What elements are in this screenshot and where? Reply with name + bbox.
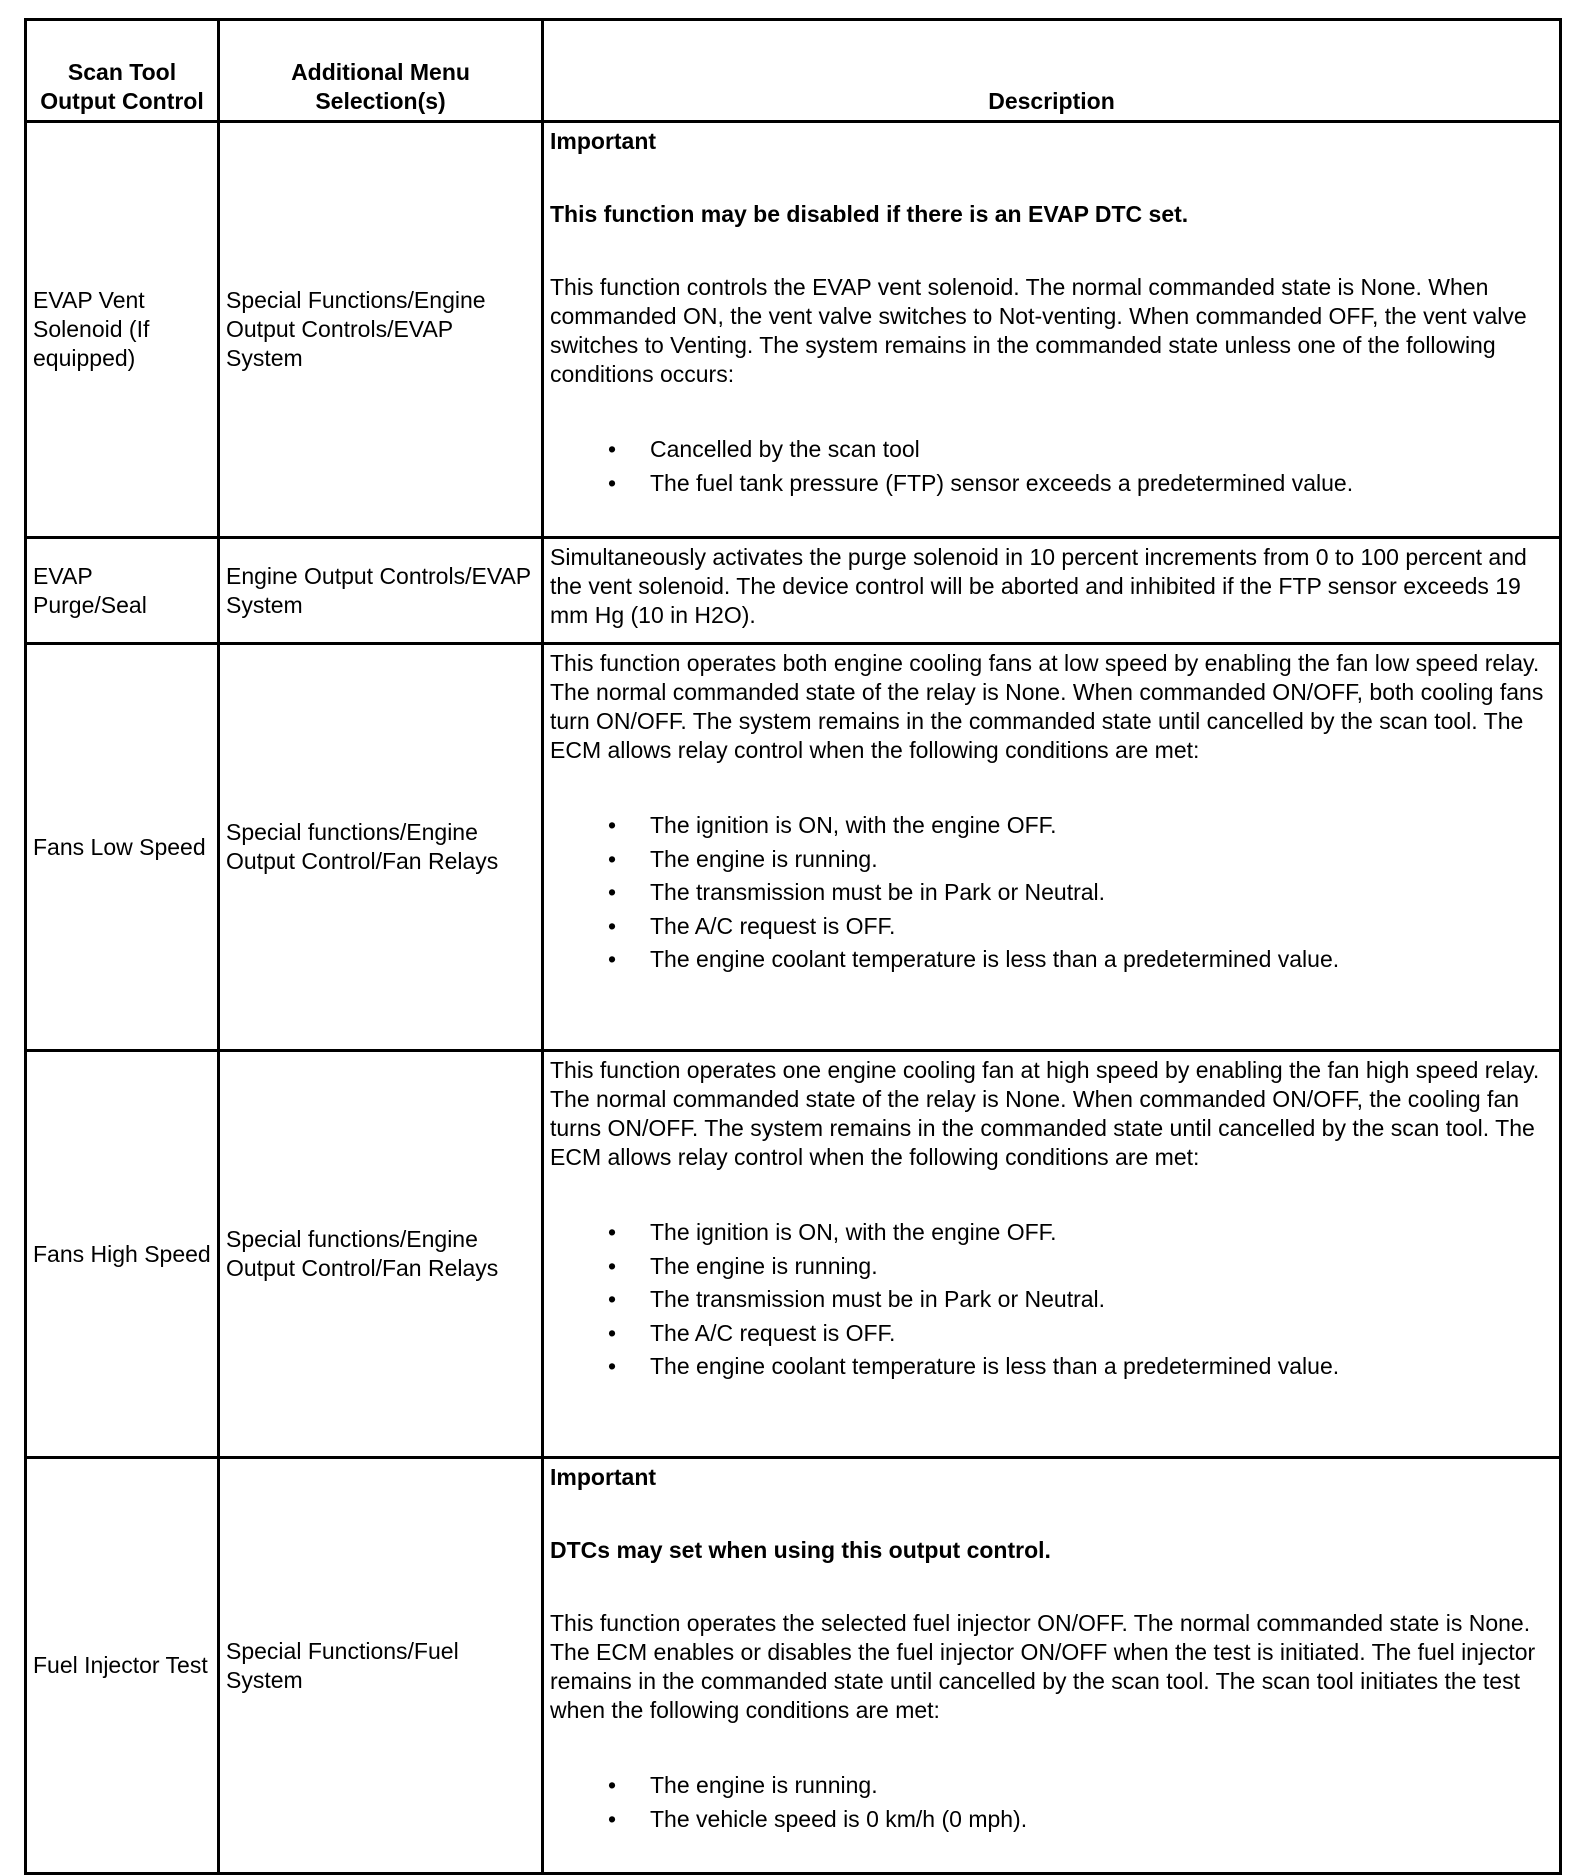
bullet-icon: • (608, 845, 617, 872)
menu-selection: Special Functions/Engine Output Controls/EVAP System (219, 122, 543, 538)
bullet-icon: • (608, 879, 617, 905)
menu-selection: Special Functions/Fuel System (219, 1458, 543, 1874)
condition-list (550, 1769, 1553, 1836)
description-cell (543, 122, 1561, 538)
list-item: • The engine coolant temperature is less than a predetermined value. (550, 1350, 1553, 1384)
description-text: This function controls the EVAP vent solenoid. The normal commanded state is None. When commanded ON, the vent valve switches to Not-venting. When commanded OFF, the vent valve switches to Venting. The system remains in the commanded state unless one of the following conditions occurs: (550, 274, 1527, 387)
list-item: • The A/C request is OFF. (550, 910, 1553, 944)
output-control-name: EVAP Vent Solenoid (If equipped) (26, 122, 219, 538)
bullet-icon: • (608, 1353, 617, 1379)
important-note: This function may be disabled if there is an EVAP DTC set. (550, 201, 1189, 227)
list-item: • Cancelled by the scan tool (550, 433, 1553, 467)
menu-selection: Engine Output Controls/EVAP System (219, 538, 543, 644)
header-scan-tool-output-control: Scan Tool Output Control (26, 20, 219, 122)
list-item: • The transmission must be in Park or Neutral. (550, 876, 1553, 910)
list-item: • The transmission must be in Park or Neutral. (550, 1283, 1553, 1317)
bullet-icon: • (608, 1219, 617, 1245)
header-additional-menu-selections: Additional Menu Selection(s) (219, 20, 543, 122)
description-cell (543, 1051, 1561, 1458)
bullet-icon: • (608, 469, 617, 496)
bullet-icon: • (608, 1252, 617, 1279)
menu-selection: Special functions/Engine Output Control/Fan Relays (219, 644, 543, 1051)
table-row (26, 644, 1561, 1051)
list-item: • The engine is running. (550, 1250, 1553, 1284)
list-item: • The vehicle speed is 0 km/h (0 mph). (550, 1803, 1553, 1837)
table-row (26, 1051, 1561, 1458)
description-text: This function operates the selected fuel injector ON/OFF. The normal commanded state is None. The ECM enables or disables the fuel injector ON/OFF when the test is initiated. The fuel injector remains in the commanded state until cancelled by the scan tool. The scan tool initiates the test when the following conditions are met: (550, 1610, 1536, 1723)
bullet-icon: • (608, 946, 617, 972)
output-control-table-sheet (24, 18, 1559, 1854)
bullet-icon: • (608, 812, 617, 838)
bullet-icon: • (608, 1772, 617, 1798)
list-item: • The engine is running. (550, 1769, 1553, 1803)
output-control-name: Fans High Speed (26, 1051, 219, 1458)
description-text: This function operates one engine cooling fan at high speed by enabling the fan high speed relay. The normal commanded state of the relay is None. When commanded ON/OFF, the cooling fan turns ON/OFF. The system remains in the commanded state until cancelled by the scan tool. The ECM allows relay control when the following conditions are met: (550, 1057, 1540, 1170)
table-row (26, 122, 1561, 538)
important-label: Important (550, 128, 657, 154)
output-control-name: Fans Low Speed (26, 644, 219, 1051)
menu-selection: Special functions/Engine Output Control/Fan Relays (219, 1051, 543, 1458)
list-item: • The A/C request is OFF. (550, 1317, 1553, 1351)
important-label: Important (550, 1464, 657, 1490)
bullet-icon: • (608, 436, 617, 462)
list-item: • The engine is running. (550, 843, 1553, 877)
table-row (26, 538, 1561, 644)
table-header-row (26, 20, 1561, 122)
condition-list (550, 809, 1553, 977)
description-cell (543, 1458, 1561, 1874)
header-description: Description (543, 20, 1561, 122)
description-cell (543, 644, 1561, 1051)
condition-list (550, 433, 1553, 500)
important-note: DTCs may set when using this output control. (550, 1537, 1051, 1563)
output-control-table (24, 18, 1562, 1875)
bullet-icon: • (608, 1286, 617, 1312)
list-item: • The engine coolant temperature is less than a predetermined value. (550, 943, 1553, 977)
output-control-name: EVAP Purge/Seal (26, 538, 219, 644)
condition-list (550, 1216, 1553, 1384)
bullet-icon: • (608, 912, 617, 939)
bullet-icon: • (608, 1319, 617, 1346)
table-row (26, 1458, 1561, 1874)
list-item: • The ignition is ON, with the engine OFF. (550, 809, 1553, 843)
description-cell (543, 538, 1561, 644)
list-item: • The ignition is ON, with the engine OFF. (550, 1216, 1553, 1250)
description-text: Simultaneously activates the purge solenoid in 10 percent increments from 0 to 100 percent and the vent solenoid. The device control will be aborted and inhibited if the FTP sensor exceeds 19 mm Hg (10 in H2O). (550, 544, 1527, 628)
bullet-icon: • (608, 1805, 617, 1832)
list-item: • The fuel tank pressure (FTP) sensor exceeds a predetermined value. (550, 467, 1553, 501)
description-text: This function operates both engine cooling fans at low speed by enabling the fan low speed relay. The normal commanded state of the relay is None. When commanded ON/OFF, both cooling fans turn ON/OFF. The system remains in the commanded state until cancelled by the scan tool. The ECM allows relay control when the following conditions are met: (550, 650, 1544, 763)
output-control-name: Fuel Injector Test (26, 1458, 219, 1874)
